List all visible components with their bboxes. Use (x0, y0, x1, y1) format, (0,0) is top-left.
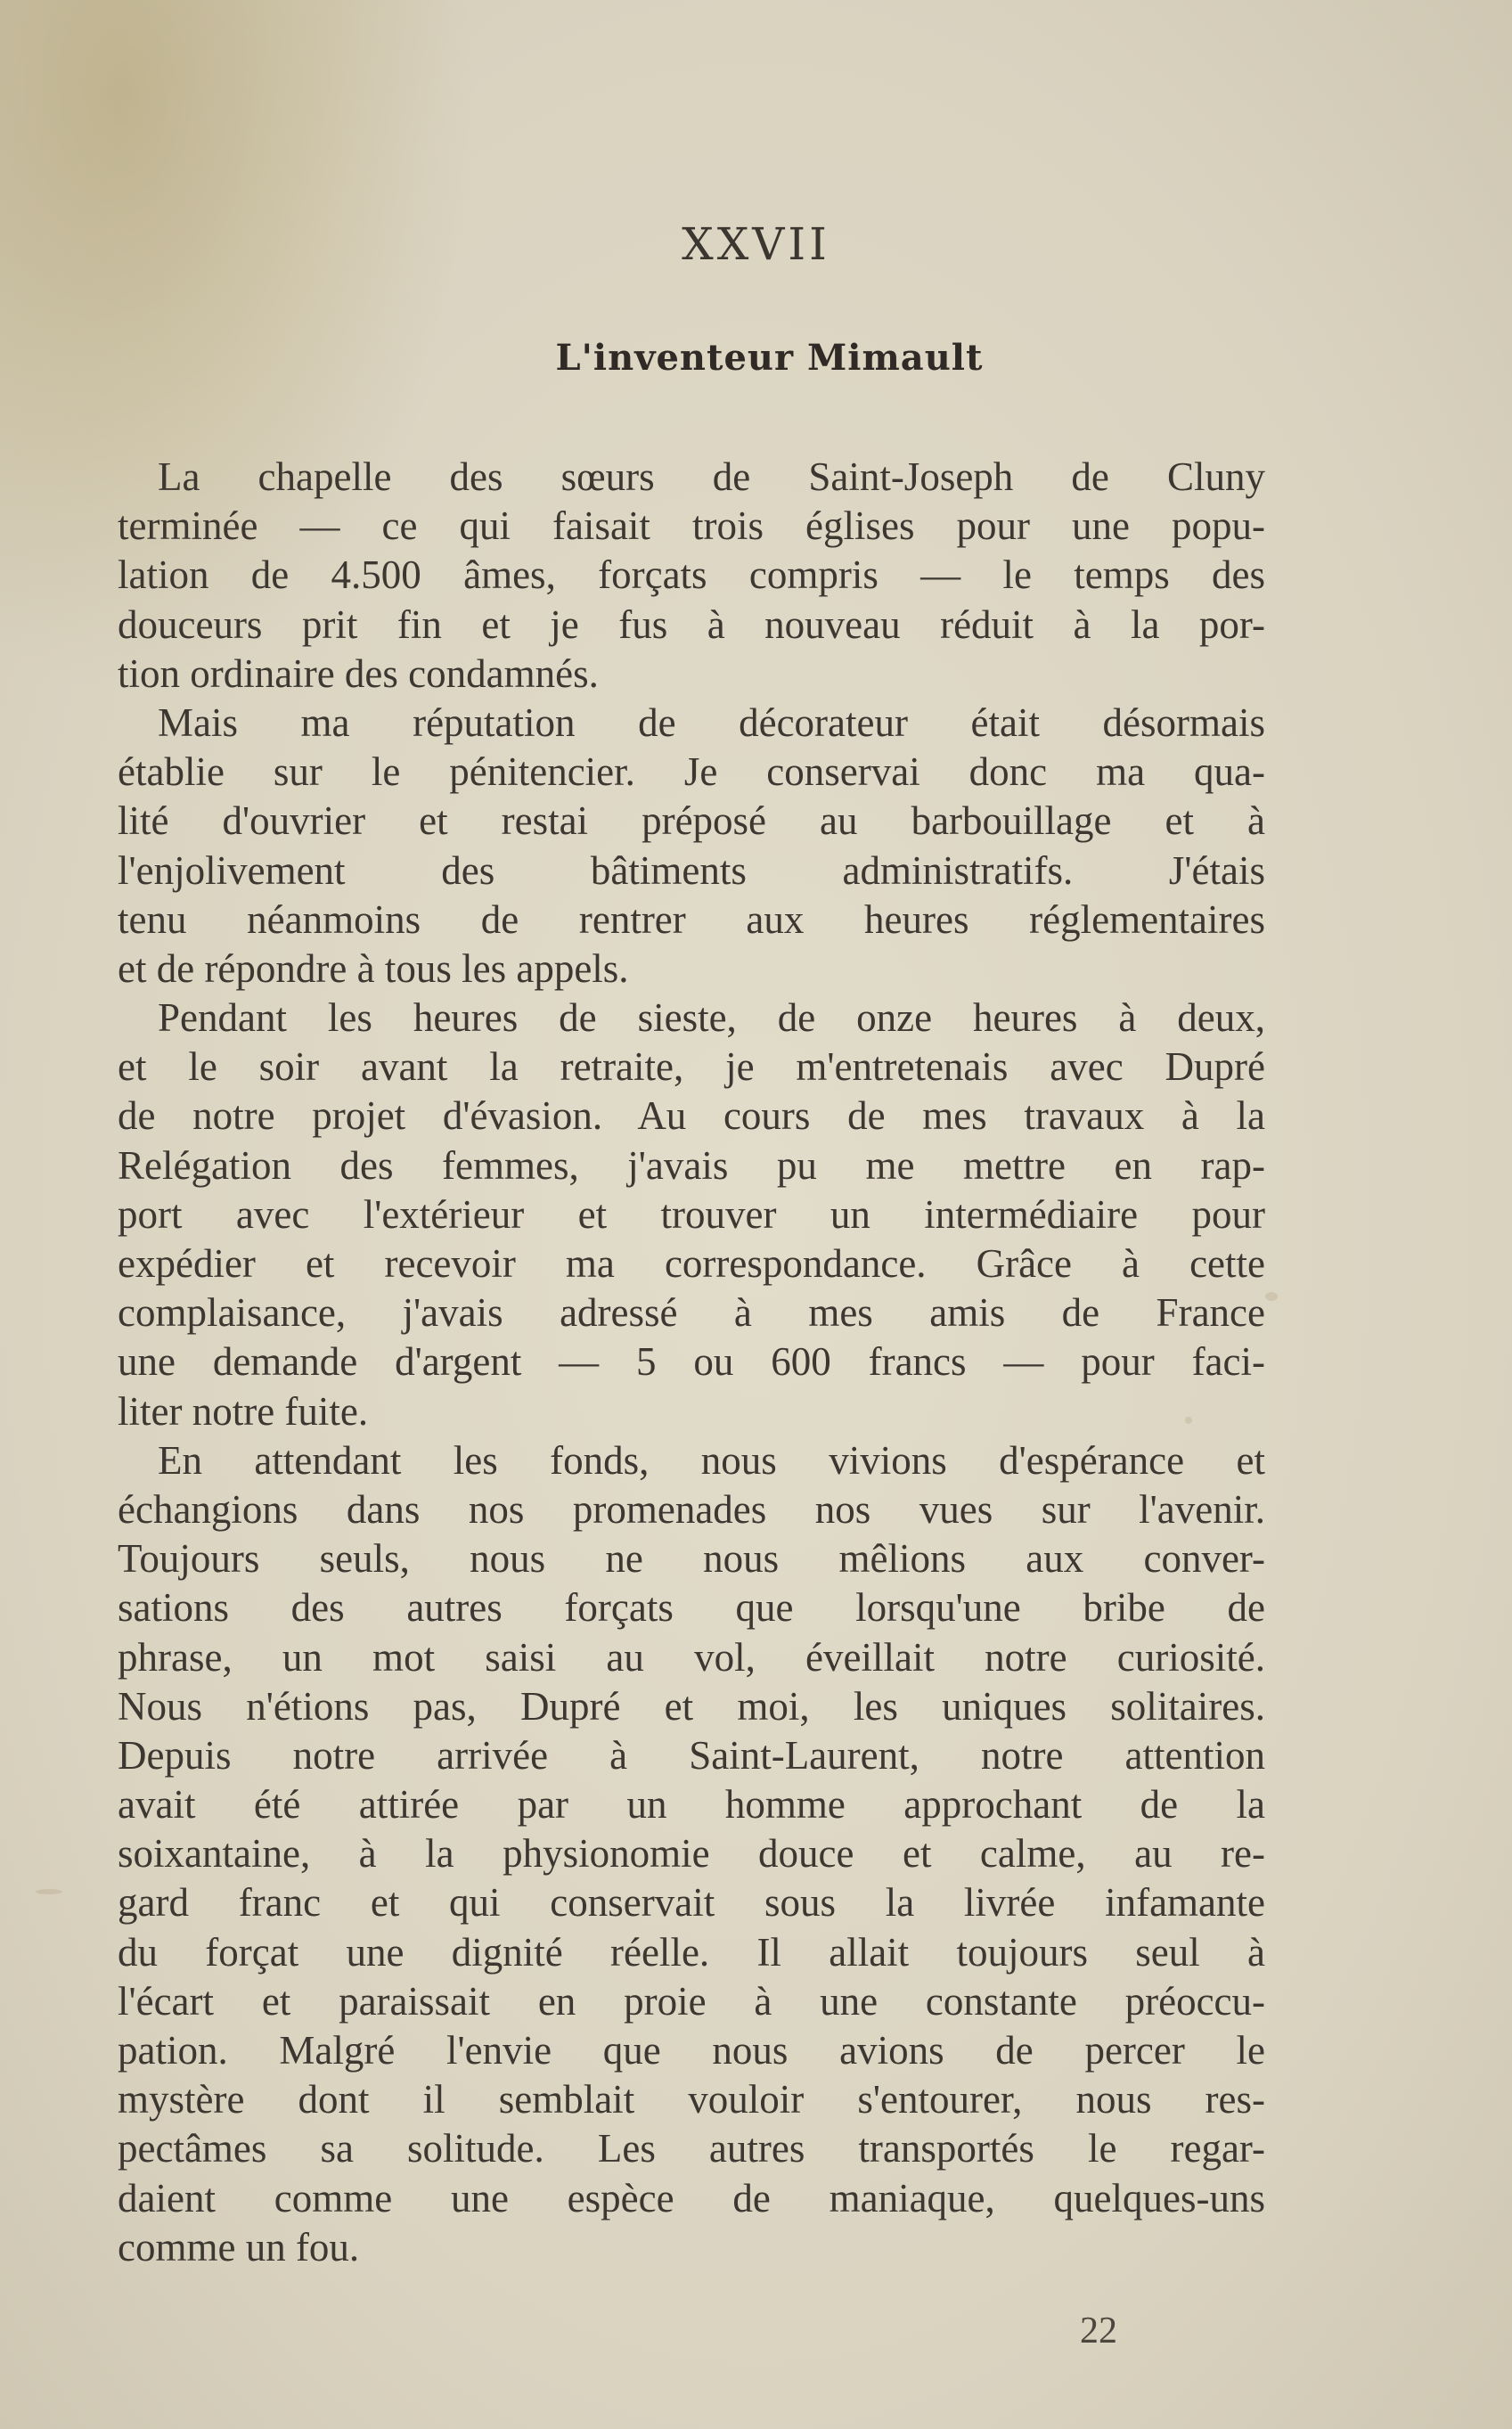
text-line: sations des autres forçats que lorsqu'une bribe de (118, 1585, 1265, 1631)
text-line: phrase, un mot saisi au vol, éveillait notre curiosité. (118, 1634, 1265, 1680)
text-line: daient comme une espèce de maniaque, quelques-uns (118, 2175, 1265, 2220)
text-line: pectâmes sa solitude. Les autres transportés le regar- (118, 2126, 1265, 2171)
text-line: et de répondre à tous les appels. (118, 945, 629, 991)
text-line: l'écart et paraissait en proie à une constante préoccu- (118, 1978, 1265, 2024)
paper-stain (1265, 1292, 1278, 1301)
text-line: mystère dont il semblait vouloir s'entourer, nous res- (118, 2077, 1265, 2122)
paper-stain (36, 1889, 62, 1894)
body-text (118, 453, 1265, 2272)
text-line: comme un fou. (118, 2224, 360, 2270)
text-line: Toujours seuls, nous ne nous mêlions aux conver- (118, 1536, 1265, 1582)
text-line: douceurs prit fin et je fus à nouveau réduit à la por- (118, 601, 1265, 647)
text-line: pation. Malgré l'envie que nous avions de percer le (118, 2028, 1265, 2073)
text-line: lation de 4.500 âmes, forçats compris — le temps des (118, 552, 1265, 598)
text-line: Pendant les heures de sieste, de onze heures à deux, (158, 995, 1265, 1041)
text-line: avait été attirée par un homme approchant de la (118, 1782, 1265, 1828)
text-line: Nous n'étions pas, Dupré et moi, les uniques solitaires. (118, 1683, 1265, 1729)
text-line: de notre projet d'évasion. Au cours de mes travaux à la (118, 1093, 1265, 1139)
text-line: port avec l'extérieur et trouver un intermédiaire pour (118, 1191, 1265, 1237)
text-line: expédier et recevoir ma correspondance. Grâce à cette (118, 1241, 1265, 1286)
text-line: tion ordinaire des condamnés. (118, 650, 599, 696)
text-line: liter notre fuite. (118, 1388, 369, 1434)
text-line: gard franc et qui conservait sous la livrée infamante (118, 1880, 1265, 1926)
text-line: terminée — ce qui faisait trois églises pour une popu- (118, 503, 1265, 549)
text-line: complaisance, j'avais adressé à mes amis de France (118, 1290, 1265, 1336)
text-line: Relégation des femmes, j'avais pu me mettre en rap- (118, 1142, 1265, 1188)
text-line: tenu néanmoins de rentrer aux heures réglementaires (118, 896, 1265, 942)
text-line: une demande d'argent — 5 ou 600 francs — pour faci- (118, 1339, 1265, 1385)
text-line: l'enjolivement des bâtiments administratifs. J'étais (118, 847, 1265, 893)
page-number: 22 (1080, 2310, 1117, 2351)
text-line: La chapelle des sœurs de Saint-Joseph de Cluny (158, 454, 1265, 499)
text-line: échangions dans nos promenades nos vues sur l'avenir. (118, 1486, 1265, 1532)
text-line: établie sur le pénitencier. Je conservai donc ma qua- (118, 749, 1265, 795)
text-line: Mais ma réputation de décorateur était désormais (158, 699, 1265, 745)
text-line: et le soir avant la retraite, je m'entretenais avec Dupré (118, 1044, 1265, 1090)
text-line: Depuis notre arrivée à Saint-Laurent, notre attention (118, 1732, 1265, 1778)
text-line: lité d'ouvrier et restai préposé au barbouillage et à (118, 798, 1265, 844)
text-line: En attendant les fonds, nous vivions d'espérance et (158, 1437, 1265, 1483)
chapter-number: XXVII (682, 218, 830, 270)
text-line: du forçat une dignité réelle. Il allait toujours seul à (118, 1929, 1265, 1975)
chapter-title: L'inventeur Mimault (555, 337, 984, 379)
text-line: soixantaine, à la physionomie douce et calme, au re- (118, 1831, 1265, 1877)
